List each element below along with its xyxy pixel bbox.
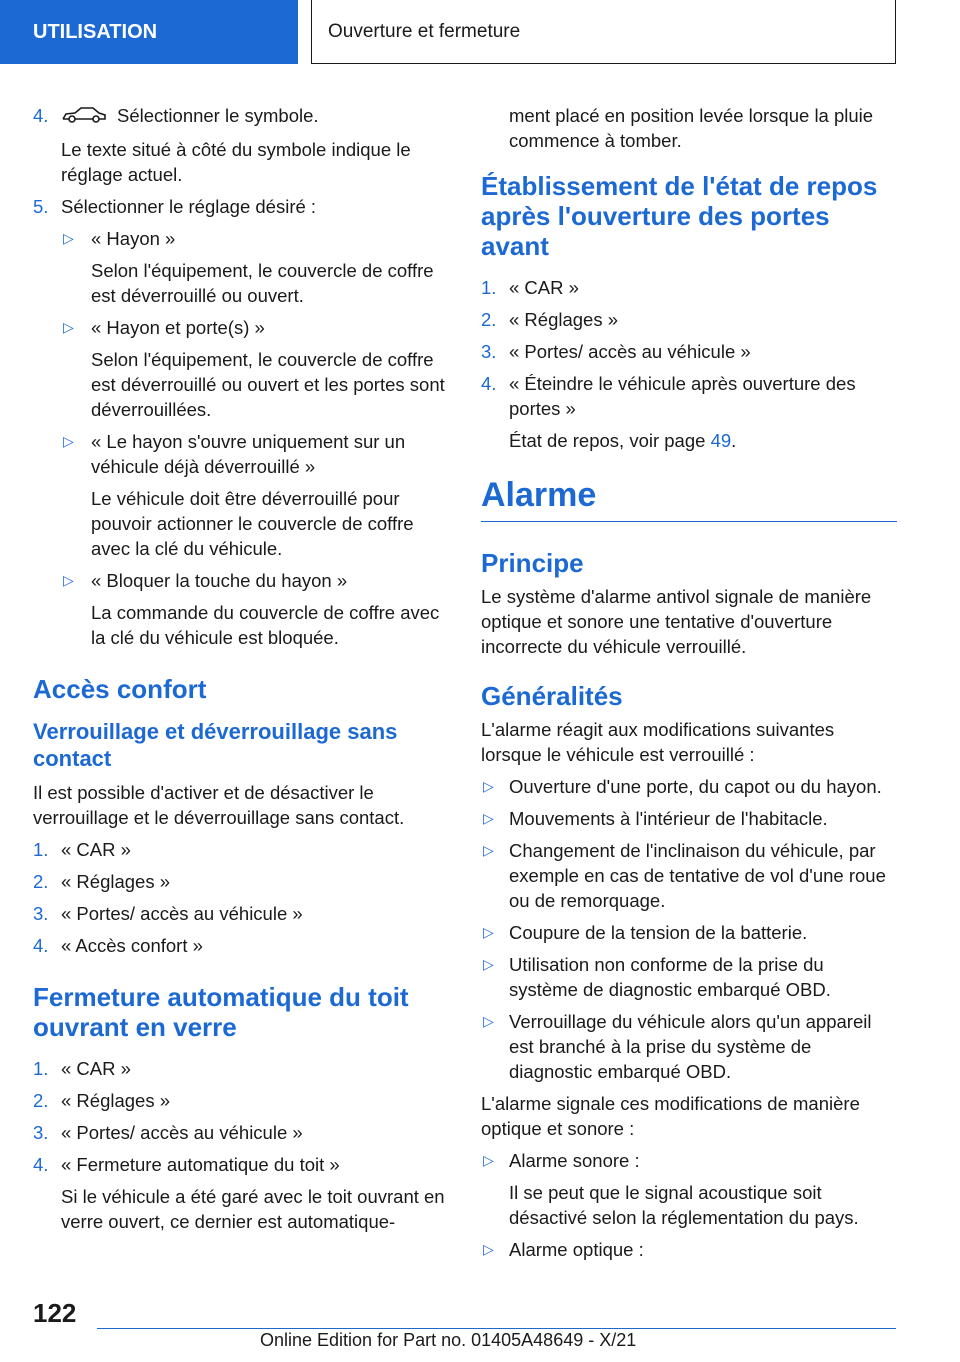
left-column <box>33 103 453 1241</box>
bullet-text: Changement de l'inclinaison du véhicule, par exemple en cas de tentative de vol d'une roue ou de remorquage. <box>509 840 886 911</box>
paragraph: Le système d'alarme antivol signale de manière optique et sonore une tentative d'ouverture incorrecte du véhicule verrouillé. <box>481 586 872 657</box>
step-text: « Portes/ accès au véhicule » <box>509 341 751 362</box>
bullet-text: Coupure de la tension de la batterie. <box>509 922 808 943</box>
bullet-text: Mouvements à l'intérieur de l'habitacle. <box>509 808 828 829</box>
step-text: « Portes/ accès au véhicule » <box>61 902 303 924</box>
list-item <box>33 194 453 219</box>
step-text: « Réglages » <box>61 1089 171 1111</box>
list-item <box>481 371 897 421</box>
bullet-item <box>481 806 897 831</box>
triangle-right-icon: ▷ <box>63 571 74 588</box>
step-note: Le texte situé à côté du symbole indique le réglage actuel. <box>61 138 411 185</box>
triangle-right-icon: ▷ <box>483 1241 494 1257</box>
option-label: « Hayon et porte(s) » <box>91 316 265 338</box>
bullet-item <box>481 838 897 913</box>
step-text: « Réglages » <box>61 870 171 892</box>
page-title: Ouverture et fermeture <box>328 20 521 42</box>
list-item <box>481 307 897 332</box>
bullet-text: Alarme optique : <box>509 1239 644 1260</box>
paragraph: L'alarme signale ces modifications de manière optique et sonore : <box>481 1093 860 1139</box>
option-item <box>61 429 453 479</box>
bullet-text: Alarme sonore : <box>509 1150 640 1171</box>
paragraph-continued: ment placé en position levée lorsque la pluie commence à tomber. <box>509 105 874 151</box>
bullet-item <box>481 1009 897 1084</box>
step-text: « Fermeture automatique du toit » <box>61 1153 340 1175</box>
step-text: « Portes/ accès au véhicule » <box>61 1121 303 1143</box>
list-item <box>33 1152 453 1177</box>
bullet-item <box>481 1148 897 1173</box>
list-item <box>481 275 897 300</box>
option-label: « Le hayon s'ouvre uniquement sur un véhicule déjà déverrouillé » <box>91 430 406 477</box>
list-item <box>33 1120 453 1145</box>
step-text: « Accès confort » <box>61 934 203 956</box>
header-section <box>0 0 298 64</box>
list-item <box>481 339 897 364</box>
triangle-right-icon: ▷ <box>483 810 494 826</box>
list-item <box>33 103 453 130</box>
list-number: 1. <box>33 1057 49 1079</box>
section-heading: Établissement de l'état de repos après l'ouverture des portes avant <box>481 171 878 261</box>
subsection-heading: Principe <box>481 548 584 578</box>
bullet-text: Ouverture d'une porte, du capot ou du hayon. <box>509 776 882 797</box>
bullet-item <box>481 1237 897 1262</box>
step-note: Si le véhicule a été garé avec le toit ouvrant en verre ouvert, ce dernier est automatique- <box>61 1185 445 1232</box>
triangle-right-icon: ▷ <box>483 778 494 794</box>
triangle-right-icon: ▷ <box>483 1013 494 1029</box>
list-number: 3. <box>33 1121 49 1143</box>
step-text: « Réglages » <box>509 309 619 330</box>
section-label: UTILISATION <box>33 20 158 43</box>
section-heading: Accès confort <box>33 673 207 704</box>
list-item <box>33 1088 453 1113</box>
bullet-text: Utilisation non conforme de la prise du système de diagnostic embarqué OBD. <box>509 954 831 1000</box>
step-text: Sélectionner le symbole. <box>117 105 319 126</box>
option-desc: La commande du couvercle de coffre avec la clé du véhicule est bloquée. <box>91 601 440 648</box>
option-desc: Selon l'équipement, le couvercle de coffre est déverrouillé ou ouvert. <box>91 259 434 306</box>
option-label: « Hayon » <box>91 227 176 249</box>
bullet-item <box>481 774 897 799</box>
footer-edition: Online Edition for Part no. 01405A48649 - X/21 <box>260 1330 637 1350</box>
option-desc: Selon l'équipement, le couvercle de coffre est déverrouillé ou ouvert et les portes sont déverrouillées. <box>91 348 445 420</box>
note-suffix: . <box>731 430 737 451</box>
list-number: 3. <box>481 341 497 362</box>
car-side-icon <box>61 105 107 130</box>
paragraph: L'alarme réagit aux modifications suivantes lorsque le véhicule est verrouillé : <box>481 719 835 765</box>
subsection-heading: Généralités <box>481 681 623 711</box>
chapter-title: Alarme <box>481 475 897 522</box>
list-number: 4. <box>33 934 49 956</box>
list-item <box>33 869 453 894</box>
option-desc: Le véhicule doit être déverrouillé pour pouvoir actionner le couvercle de coffre avec la clé du véhicule. <box>91 487 414 559</box>
step-text: « Éteindre le véhicule après ouverture des portes » <box>509 373 856 419</box>
triangle-right-icon: ▷ <box>63 432 74 449</box>
paragraph: Il est possible d'activer et de désactiver le verrouillage et le déverrouillage sans contact. <box>33 781 405 828</box>
header-title-box <box>311 0 896 64</box>
list-number: 3. <box>33 902 49 924</box>
triangle-right-icon: ▷ <box>63 229 74 246</box>
footer-divider <box>97 1328 896 1329</box>
step-text: Sélectionner le réglage désiré : <box>61 195 317 217</box>
list-number: 5. <box>33 195 49 217</box>
step-text: « CAR » <box>61 1057 131 1079</box>
triangle-right-icon: ▷ <box>483 924 494 940</box>
list-number: 2. <box>33 1089 49 1111</box>
triangle-right-icon: ▷ <box>63 318 74 335</box>
step-text: « CAR » <box>61 838 131 860</box>
step-text: « CAR » <box>509 277 579 298</box>
list-item <box>33 933 453 958</box>
option-item <box>61 568 453 593</box>
bullet-item <box>481 920 897 945</box>
page-number: 122 <box>33 1298 77 1328</box>
subsection-heading: Verrouillage et déverrouillage sans contact <box>33 718 398 771</box>
list-number: 1. <box>481 277 497 298</box>
right-column <box>481 103 897 1269</box>
bullet-item <box>481 952 897 1002</box>
option-item <box>61 226 453 251</box>
list-item <box>33 901 453 926</box>
option-label: « Bloquer la touche du hayon » <box>91 569 348 591</box>
triangle-right-icon: ▷ <box>483 842 494 858</box>
step-note <box>481 428 897 453</box>
list-item <box>33 1056 453 1081</box>
list-number: 4. <box>481 373 497 394</box>
list-number: 1. <box>33 838 49 860</box>
option-item <box>61 315 453 340</box>
page-link[interactable]: 49 <box>710 430 732 451</box>
bullet-desc: Il se peut que le signal acoustique soit désactivé selon la réglementation du pays. <box>509 1182 859 1228</box>
list-item <box>33 837 453 862</box>
list-number: 2. <box>33 870 49 892</box>
note-text: État de repos, voir page <box>509 430 711 451</box>
triangle-right-icon: ▷ <box>483 956 494 972</box>
list-number: 2. <box>481 309 497 330</box>
section-heading: Fermeture automatique du toit ouvrant en verre <box>33 981 409 1042</box>
list-number: 4. <box>33 1153 49 1175</box>
list-number: 4. <box>33 105 49 126</box>
triangle-right-icon: ▷ <box>483 1152 494 1168</box>
bullet-text: Verrouillage du véhicule alors qu'un appareil est branché à la prise du système de diagnostic embarqué OBD. <box>509 1011 872 1082</box>
